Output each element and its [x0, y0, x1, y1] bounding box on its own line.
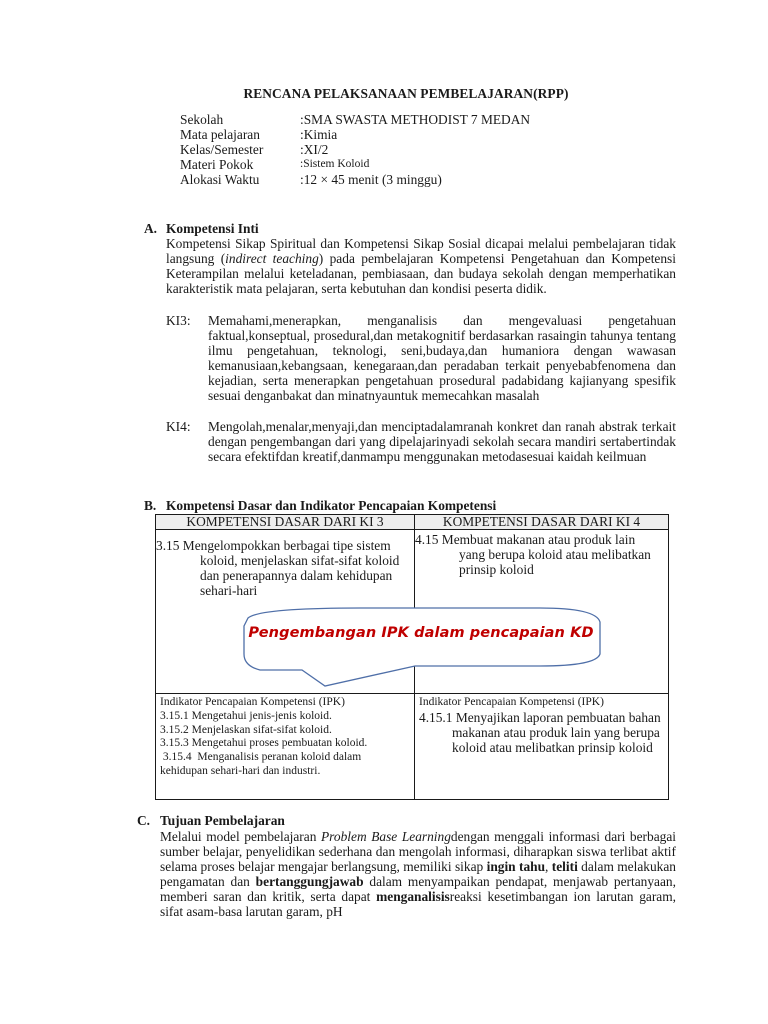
ipk-list [415, 694, 668, 755]
para-text: reaksi kesetimbangan ion larutan garam, sifat asam-basa larutan garam, pH [160, 889, 676, 919]
section-b-heading [144, 498, 496, 513]
section-title: Tujuan Pembelajaran [160, 813, 285, 828]
meta-label: Mata pelajaran [180, 127, 260, 142]
ipk-item: 3.15.4 Menganalisis peranan koloid dalam kehidupan sehari-hari dan industri. [160, 751, 365, 777]
ipk-item: 3.15.1 Mengetahui jenis-jenis koloid. [160, 709, 332, 722]
para-text: dalam melakukan pengamatan dan [160, 859, 676, 889]
meta-value: :SMA SWASTA METHODIST 7 MEDAN [300, 112, 531, 127]
para-bold: bertanggungjawab [255, 874, 364, 889]
kd-text: 3.15 Mengelompokkan berbagai tipe sistem koloid, menjelaskan sifat-sifat koloid dan penerapannya dalam kehidupan sehari-hari [156, 538, 400, 598]
ki3-item [166, 313, 676, 403]
meta-row-kelas-semester [180, 142, 530, 157]
ipk-item: 3.15.3 Mengetahui proses pembuatan koloid. [160, 737, 368, 750]
ipk-cell-ki3 [156, 694, 415, 800]
meta-label: Kelas/Semester [180, 142, 264, 157]
ipk-cell-ki4 [415, 694, 669, 800]
document-title: RENCANA PELAKSANAAN PEMBELAJARAN(RPP) [243, 86, 569, 101]
section-c-heading [137, 813, 285, 828]
ipk-title: Indikator Pencapaian Kompetensi (IPK) [419, 696, 604, 708]
para-text: Melalui model pembelajaran [160, 829, 321, 844]
speech-bubble-shape [240, 604, 602, 694]
ki-label: KI3: [166, 313, 191, 328]
meta-value: :XI/2 [300, 142, 329, 157]
kd-text: 4.15 Membuat makanan atau produk lain yang berupa koloid atau melibatkan prinsip koloid [415, 532, 651, 577]
para-text: dengan menggali informasi dari berbagai sumber belajar, penyelidikan sederhana dan mengolah informasi, diharapkan siswa terlibat aktif selama proses belajar mengajar berlangsung, memiliki sikap [160, 829, 676, 874]
ipk-title: Indikator Pencapaian Kompetensi (IPK) [160, 696, 345, 708]
meta-row-alokasi-waktu [180, 172, 530, 187]
para-text: dalam menyampaikan pendapat, menjawab pertanyaan, memberi saran dan kritik, serta dapat [160, 874, 676, 904]
ipk-callout-bubble [240, 604, 602, 694]
section-c-paragraph [160, 829, 676, 919]
section-letter: B. [144, 498, 157, 513]
meta-row-mata-pelajaran [180, 127, 530, 142]
meta-label: Sekolah [180, 112, 224, 127]
section-a-heading [144, 221, 259, 236]
ipk-item: 4.15.1 Menyajikan laporan pembuatan bahan makanan atau produk lain yang berupa koloid atau melibatkan prinsip koloid [419, 709, 661, 755]
section-letter: A. [144, 221, 158, 236]
ki-label: KI4: [166, 419, 191, 434]
callout-text: Pengembangan IPK dalam pencapaian KD [248, 625, 594, 641]
ki-text: Mengolah,menalar,menyaji,dan menciptadalamranah konkret dan ranah abstrak terkait dengan pengembangan dari yang dipelajarinyadi sekolah secara mandiri sertabertindak secara efektifdan kreatif,danmampu menggunakan metodasesuai kaidah keilmuan [208, 419, 676, 464]
section-letter: C. [137, 813, 151, 828]
meta-value: :Sistem Koloid [300, 158, 370, 170]
kd-header-ki3: KOMPETENSI DASAR DARI KI 3 [156, 515, 415, 530]
para-bold: ingin tahu [486, 859, 546, 874]
intro-text: ) pada pembelajaran Kompetensi Pengetahuan dan Kompetensi Keterampilan melalui keteladanan, pembiasaan, dan budaya sekolah dengan memperhatikan karakteristik mata pelajaran, serta kebutuhan dan kondisi peserta didik. [166, 251, 676, 296]
para-italic: Problem Base Learning [321, 829, 451, 844]
ipk-list [156, 694, 414, 779]
intro-italic: indirect teaching [225, 251, 319, 266]
meta-row-materi-pokok [180, 157, 530, 172]
section-a-intro [166, 236, 676, 296]
ipk-item: 3.15.2 Menjelaskan sifat-sifat koloid. [160, 723, 332, 736]
ki4-item [166, 419, 676, 464]
document-meta [180, 112, 530, 187]
kd-header-ki4: KOMPETENSI DASAR DARI KI 4 [415, 515, 669, 530]
section-title: Kompetensi Dasar dan Indikator Pencapaian Kompetensi [166, 498, 497, 513]
para-bold: teliti [551, 859, 578, 874]
meta-label: Alokasi Waktu [180, 172, 260, 187]
para-bold: menganalisis [376, 889, 450, 904]
intro-text: Kompetensi Sikap Spiritual dan Kompetensi Sikap Sosial dicapai melalui pembelajaran tidak langsung ( [166, 236, 676, 266]
meta-label: Materi Pokok [180, 157, 254, 172]
ki-text: Memahami,menerapkan, menganalisis dan mengevaluasi pengetahuan faktual,konseptual, prosedural,dan metakognitif berdasarkan rasaingin tahunya tentang ilmu pengetahuan, teknologi, seni,budaya,dan humaniora dengan wawasan kemanusiaan,kebangsaan, kenegaraan,dan peradaban terkait penyebabfenomena dan kejadian, serta menerapkan pengetahuan prosedural padabidang kajianyang spesifik sesuai denganbakat dan minatnyauntuk memecahkan masalah [208, 313, 676, 403]
section-title: Kompetensi Inti [166, 221, 259, 236]
meta-row-sekolah [180, 112, 530, 127]
meta-value: :Kimia [300, 127, 338, 142]
meta-value: :12 × 45 menit (3 minggu) [300, 172, 442, 187]
para-text: , [545, 859, 552, 874]
